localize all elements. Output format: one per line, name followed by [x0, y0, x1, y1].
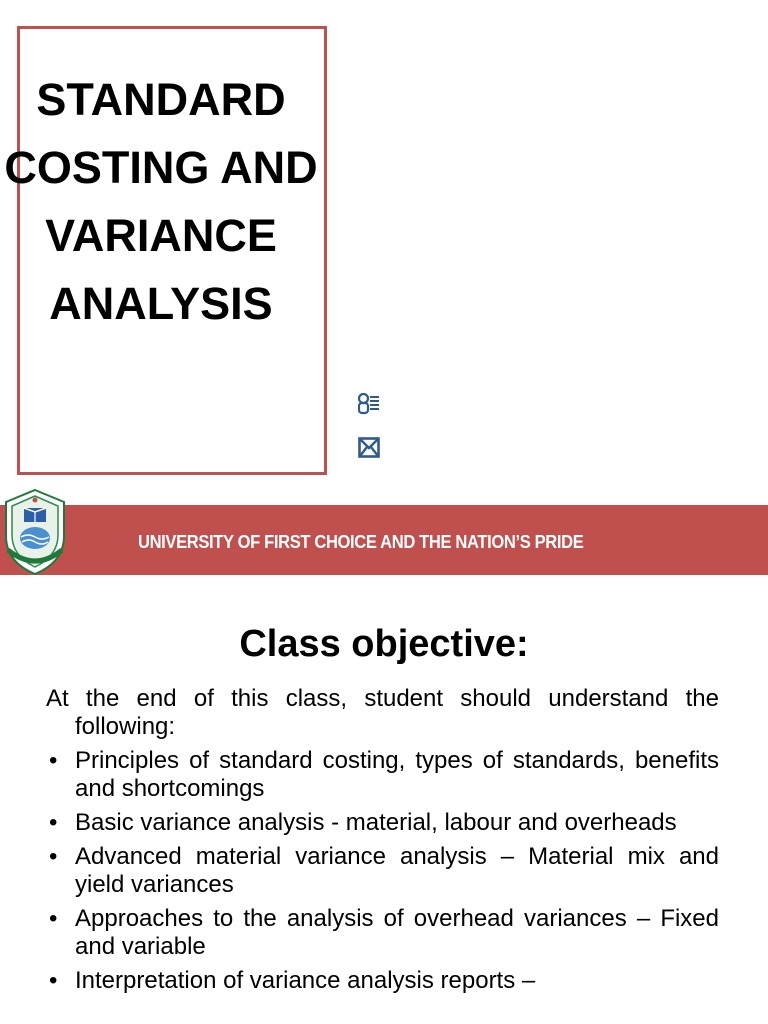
title-line-4: ANALYSIS [49, 278, 273, 329]
title-line-2: COSTING AND [4, 142, 318, 193]
list-item: • Approaches to the analysis of overhead variances – Fixed and variable [46, 905, 719, 961]
intro-paragraph: At the end of this class, student should understand the following: [46, 685, 719, 740]
slide-title [0, 66, 322, 338]
objectives-body [46, 685, 719, 1001]
list-item: • Advanced material variance analysis – Material mix and yield variances [46, 843, 719, 899]
banner [0, 505, 768, 575]
objective-list [46, 747, 719, 995]
university-crest-icon [2, 488, 68, 576]
title-line-3: VARIANCE [45, 210, 277, 261]
title-line-1: STANDARD [36, 74, 286, 125]
list-item: • Basic variance analysis - material, labour and overheads [46, 809, 719, 837]
contact-card-icon[interactable] [358, 391, 380, 415]
list-item: • Interpretation of variance analysis reports – [46, 967, 719, 995]
banner-text: UNIVERSITY OF FIRST CHOICE AND THE NATION’S PRIDE [138, 532, 584, 552]
objectives-slide [0, 575, 768, 1024]
list-item: • Principles of standard costing, types of standards, benefits and shortcomings [46, 747, 719, 803]
envelope-icon[interactable] [358, 436, 380, 460]
objectives-heading: Class objective: [239, 623, 529, 665]
